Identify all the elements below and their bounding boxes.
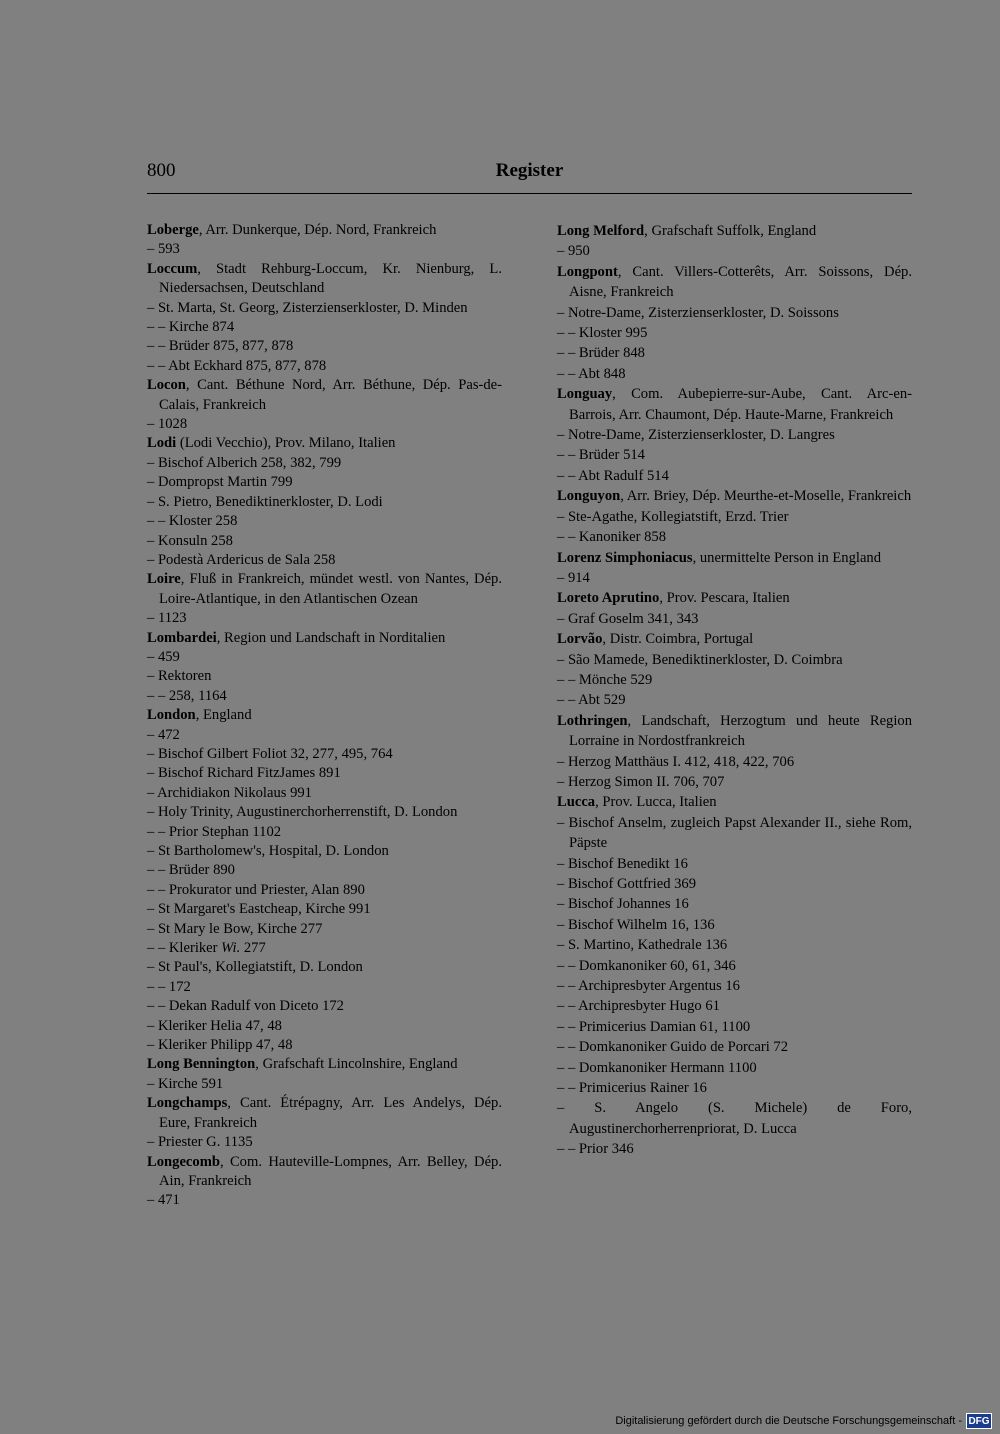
entry-text: – – Domkanoniker Hermann 1100 [557, 1059, 757, 1076]
index-subentry [147, 337, 502, 356]
page-header [147, 160, 912, 186]
entry-text: – – 172 [147, 978, 191, 995]
entry-text: – Priester G. 1135 [147, 1134, 253, 1151]
entry-text: – – Prior 346 [557, 1141, 634, 1158]
index-entry-head [147, 376, 502, 415]
entry-text: – Podestà Ardericus de Sala 258 [147, 551, 336, 568]
entry-text: – – Primicerius Damian 61, 1100 [557, 1018, 751, 1035]
entry-text: – – Primicerius Rainer 16 [557, 1080, 707, 1097]
index-subentry [557, 650, 912, 670]
index-subentry [557, 1098, 912, 1139]
index-subentry [147, 415, 502, 434]
index-entry-head [557, 384, 912, 425]
entry-text: – – Archipresbyter Hugo 61 [557, 998, 720, 1015]
entry-text: – Bischof Wilhelm 16, 136 [557, 916, 715, 933]
index-subentry [557, 976, 912, 996]
entry-text: – Ste-Agathe, Kollegiatstift, Erzd. Trier [557, 508, 789, 525]
entry-heading: Longpont [557, 263, 618, 280]
index-subentry [557, 303, 912, 323]
entry-text: – – Brüder 848 [557, 345, 645, 362]
index-entry-head [147, 434, 502, 453]
entry-text: – S. Martino, Kathedrale 136 [557, 937, 728, 954]
index-subentry [147, 920, 502, 939]
index-entry-head [557, 629, 912, 649]
index-subentry [147, 299, 502, 318]
index-entry-head [147, 1055, 502, 1074]
entry-text: – – Abt 848 [557, 365, 626, 382]
page-number: 800 [147, 160, 176, 181]
index-subentry [557, 425, 912, 445]
index-entry-head [557, 548, 912, 568]
index-subentry [147, 726, 502, 745]
entry-text: – Rektoren [147, 668, 212, 685]
index-subentry [147, 551, 502, 570]
index-subentry [557, 813, 912, 854]
entry-text: – São Mamede, Benediktinerkloster, D. Coimbra [557, 651, 843, 668]
index-subentry [147, 532, 502, 551]
entry-text: – – Domkanoniker Guido de Porcari 72 [557, 1039, 789, 1056]
index-entry-head [557, 486, 912, 506]
entry-heading: Lombardei [147, 629, 217, 646]
index-column-left [147, 221, 502, 1211]
entry-text: – Notre-Dame, Zisterzienserkloster, D. Soissons [557, 304, 839, 321]
entry-heading: Long Melford [557, 223, 645, 239]
entry-text: – Herzog Simon II. 706, 707 [557, 773, 725, 790]
index-entry-head [557, 221, 912, 241]
entry-text: – Holy Trinity, Augustinerchorherrenstift, D. London [147, 804, 458, 821]
entry-text: , Arr. Briey, Dép. Meurthe-et-Moselle, Frankreich [620, 488, 912, 505]
entry-text: – – Abt Radulf 514 [557, 467, 669, 484]
entry-text: , Com. Aubepierre-sur-Aube, Cant. Arc-en-Barrois, Arr. Chaumont, Dép. Haute-Marne, Frankreich [569, 386, 912, 423]
entry-heading: Lucca [557, 794, 596, 811]
index-subentry [557, 466, 912, 486]
footer [615, 1411, 992, 1431]
entry-text: – Bischof Anselm, zugleich Papst Alexander II., siehe Rom, Päpste [557, 814, 912, 852]
entry-text: – Kleriker Helia 47, 48 [147, 1017, 282, 1034]
index-subentry [557, 241, 912, 261]
index-subentry [557, 1078, 912, 1098]
index-entry-head [557, 588, 912, 608]
index-subentry [557, 343, 912, 363]
entry-text: – Bischof Richard FitzJames 891 [147, 765, 341, 782]
entry-text: , Cant. Étrépagny, Arr. Les Andelys, Dép. Eure, Frankreich [159, 1095, 502, 1131]
entry-text: – Kleriker Philipp 47, 48 [147, 1037, 293, 1054]
index-subentry [557, 854, 912, 874]
index-subentry [147, 803, 502, 822]
entry-text: – – Domkanoniker 60, 61, 346 [557, 957, 736, 974]
entry-heading: Loire [147, 571, 181, 588]
entry-text: , Com. Hauteville-Lompnes, Arr. Belley, Dép. Ain, Frankreich [159, 1153, 502, 1189]
index-subentry [557, 364, 912, 384]
entry-text: – Graf Goselm 341, 343 [557, 610, 699, 627]
index-subentry [147, 861, 502, 880]
entry-heading: Loberge [147, 222, 199, 238]
index-subentry [557, 609, 912, 629]
entry-text: – St Bartholomew's, Hospital, D. London [147, 843, 389, 859]
index-entry-head [147, 1153, 502, 1192]
index-subentry [147, 997, 502, 1016]
entry-text: , Arr. Dunkerque, Dép. Nord, Frankreich [198, 222, 437, 238]
index-subentry [147, 939, 502, 958]
index-subentry [147, 1017, 502, 1036]
funding-notice: Digitalisierung gefördert durch die Deutsche Forschungsgemeinschaft - [615, 1415, 962, 1427]
index-subentry [557, 894, 912, 914]
entry-text: – 1123 [147, 610, 187, 627]
entry-text: – – Prior Stephan 1102 [147, 823, 282, 840]
index-subentry [147, 900, 502, 919]
entry-text: – Bischof Gottfried 369 [557, 876, 697, 892]
index-subentry [557, 874, 912, 894]
entry-text: – – Abt Eckhard 875, 877, 878 [147, 357, 327, 374]
entry-text: – 593 [147, 241, 180, 258]
entry-text: – – Kloster 995 [557, 325, 648, 342]
entry-heading: Lorenz Simphoniacus [557, 549, 693, 566]
index-subentry [147, 764, 502, 783]
entry-heading: Lodi [147, 435, 177, 452]
index-entry-head [557, 711, 912, 752]
dfg-logo-icon: DFG [966, 1413, 992, 1429]
entry-text: – St Paul's, Kollegiatstift, D. London [147, 959, 363, 976]
entry-text: – Bischof Alberich 258, 382, 799 [147, 454, 342, 471]
index-subentry [147, 240, 502, 259]
index-subentry [557, 1139, 912, 1159]
entry-text: – – 258, 1164 [147, 687, 227, 704]
entry-text: , Stadt Rehburg-Loccum, Kr. Nienburg, L. Niedersachsen, Deutschland [159, 260, 502, 297]
index-subentry [557, 915, 912, 935]
entry-text: , Cant. Béthune Nord, Arr. Béthune, Dép. Pas-de-Calais, Frankreich [159, 377, 502, 413]
index-subentry [147, 842, 502, 861]
index-subentry [147, 609, 502, 628]
entry-text: – – Dekan Radulf von Diceto 172 [147, 998, 344, 1015]
index-subentry [147, 687, 502, 706]
entry-text: , Distr. Coimbra, Portugal [602, 631, 754, 648]
entry-text: – Archidiakon Nikolaus 991 [147, 784, 312, 801]
index-subentry [147, 745, 502, 764]
index-entry-head [147, 570, 502, 609]
entry-text: – – Mönche 529 [557, 671, 653, 688]
index-subentry [557, 935, 912, 955]
index-subentry [147, 454, 502, 473]
entry-heading: Longuay [557, 386, 613, 403]
entry-text: – – Brüder 875, 877, 878 [147, 338, 294, 355]
entry-text: – St. Marta, St. Georg, Zisterzienserkloster, D. Minden [147, 299, 468, 316]
index-subentry [147, 978, 502, 997]
index-subentry [557, 1037, 912, 1057]
entry-text: – – Prokurator und Priester, Alan 890 [147, 881, 365, 898]
index-subentry [557, 1058, 912, 1078]
index-subentry [557, 956, 912, 976]
entry-text: – Dompropst Martin 799 [147, 474, 293, 491]
entry-text: , England [195, 707, 252, 724]
entry-text: – – Kanoniker 858 [557, 529, 667, 546]
entry-text: , Prov. Lucca, Italien [595, 794, 717, 811]
entry-text: – – Archipresbyter Argentus 16 [557, 978, 740, 995]
index-column-right [557, 221, 912, 1160]
entry-text: – 914 [557, 569, 590, 586]
entry-text: , Cant. Villers-Cotterêts, Arr. Soissons, Dép. Aisne, Frankreich [569, 263, 912, 301]
entry-text: – Bischof Benedikt 16 [557, 855, 688, 872]
entry-text: – 459 [147, 648, 180, 665]
entry-italic: Wi. [221, 940, 241, 957]
entry-text: – Notre-Dame, Zisterzienserkloster, D. Langres [557, 427, 835, 444]
entry-text: – – Brüder 514 [557, 447, 645, 464]
entry-text: (Lodi Vecchio), Prov. Milano, Italien [176, 435, 396, 452]
index-subentry [557, 527, 912, 547]
entry-text: – – Abt 529 [557, 692, 626, 709]
entry-text: – Bischof Gilbert Foliot 32, 277, 495, 764 [147, 745, 393, 762]
index-subentry [557, 568, 912, 588]
entry-text: , Grafschaft Lincolnshire, England [255, 1056, 458, 1073]
index-subentry [147, 958, 502, 977]
index-subentry [557, 1017, 912, 1037]
entry-heading: Longchamps [147, 1095, 228, 1112]
entry-heading: Longuyon [557, 488, 621, 505]
entry-heading: Loreto Aprutino [557, 590, 660, 607]
index-entry-head [147, 1094, 502, 1133]
index-subentry [147, 1133, 502, 1152]
entry-text: – – Kirche 874 [147, 319, 235, 336]
entry-text: – – Kleriker [147, 940, 222, 957]
index-subentry [147, 784, 502, 803]
index-subentry [147, 1191, 502, 1210]
entry-text: – Kirche 591 [147, 1075, 224, 1092]
entry-heading: Longecomb [147, 1153, 220, 1170]
index-subentry [557, 323, 912, 343]
index-subentry [147, 881, 502, 900]
entry-text: , Fluß in Frankreich, mündet westl. von Nantes, Dép. Loire-Atlantique, in den Atlantischen Ozean [159, 571, 502, 607]
entry-text: , unermittelte Person in England [692, 549, 882, 566]
entry-heading: Loccum [147, 260, 198, 277]
index-subentry [147, 648, 502, 667]
entry-text: , Landschaft, Herzogtum und heute Region Lorraine in Nordostfrankreich [569, 712, 912, 750]
index-subentry [147, 357, 502, 376]
entry-heading: Long Bennington [147, 1056, 256, 1073]
index-subentry [147, 493, 502, 512]
index-entry-head [147, 629, 502, 648]
index-entry-head [147, 706, 502, 725]
entry-heading: Lothringen [557, 712, 628, 729]
entry-text: , Grafschaft Suffolk, England [644, 223, 817, 239]
entry-heading: London [147, 707, 196, 724]
index-subentry [557, 507, 912, 527]
index-subentry [147, 512, 502, 531]
index-entry-head [557, 262, 912, 303]
index-entry-head [557, 792, 912, 812]
page-title: Register [495, 160, 564, 181]
entry-text: , Prov. Pescara, Italien [659, 590, 790, 607]
entry-text: – Konsuln 258 [147, 532, 233, 549]
entry-text: – 1028 [147, 416, 188, 433]
entry-text: – – Brüder 890 [147, 862, 235, 879]
entry-text: – 472 [147, 726, 180, 743]
header-rule [147, 193, 912, 194]
index-subentry [557, 670, 912, 690]
entry-text: – S. Pietro, Benediktinerkloster, D. Lodi [147, 493, 383, 510]
entry-heading: Lorvão [557, 631, 603, 648]
index-subentry [147, 1036, 502, 1055]
entry-text: – S. Angelo (S. Michele) de Foro, Augustinerchorherrenpriorat, D. Lucca [557, 1100, 912, 1137]
entry-text: – St Margaret's Eastcheap, Kirche 991 [147, 901, 371, 918]
entry-text: – 950 [557, 243, 590, 260]
index-subentry [147, 1075, 502, 1094]
index-subentry [147, 823, 502, 842]
entry-heading: Locon [147, 377, 186, 394]
index-subentry [557, 772, 912, 792]
index-subentry [557, 752, 912, 772]
index-subentry [147, 318, 502, 337]
entry-text: – Herzog Matthäus I. 412, 418, 422, 706 [557, 753, 795, 770]
index-subentry [557, 996, 912, 1016]
entry-text: – St Mary le Bow, Kirche 277 [147, 920, 323, 937]
index-subentry [147, 667, 502, 686]
index-subentry [147, 473, 502, 492]
index-entry-head [147, 221, 502, 240]
entry-text: – – Kloster 258 [147, 513, 238, 530]
entry-tail: 277 [240, 940, 266, 957]
index-subentry [557, 690, 912, 710]
entry-text: – 471 [147, 1192, 180, 1209]
entry-text: , Region und Landschaft in Norditalien [216, 629, 446, 646]
index-subentry [557, 445, 912, 465]
entry-text: – Bischof Johannes 16 [557, 896, 689, 913]
index-entry-head [147, 260, 502, 299]
